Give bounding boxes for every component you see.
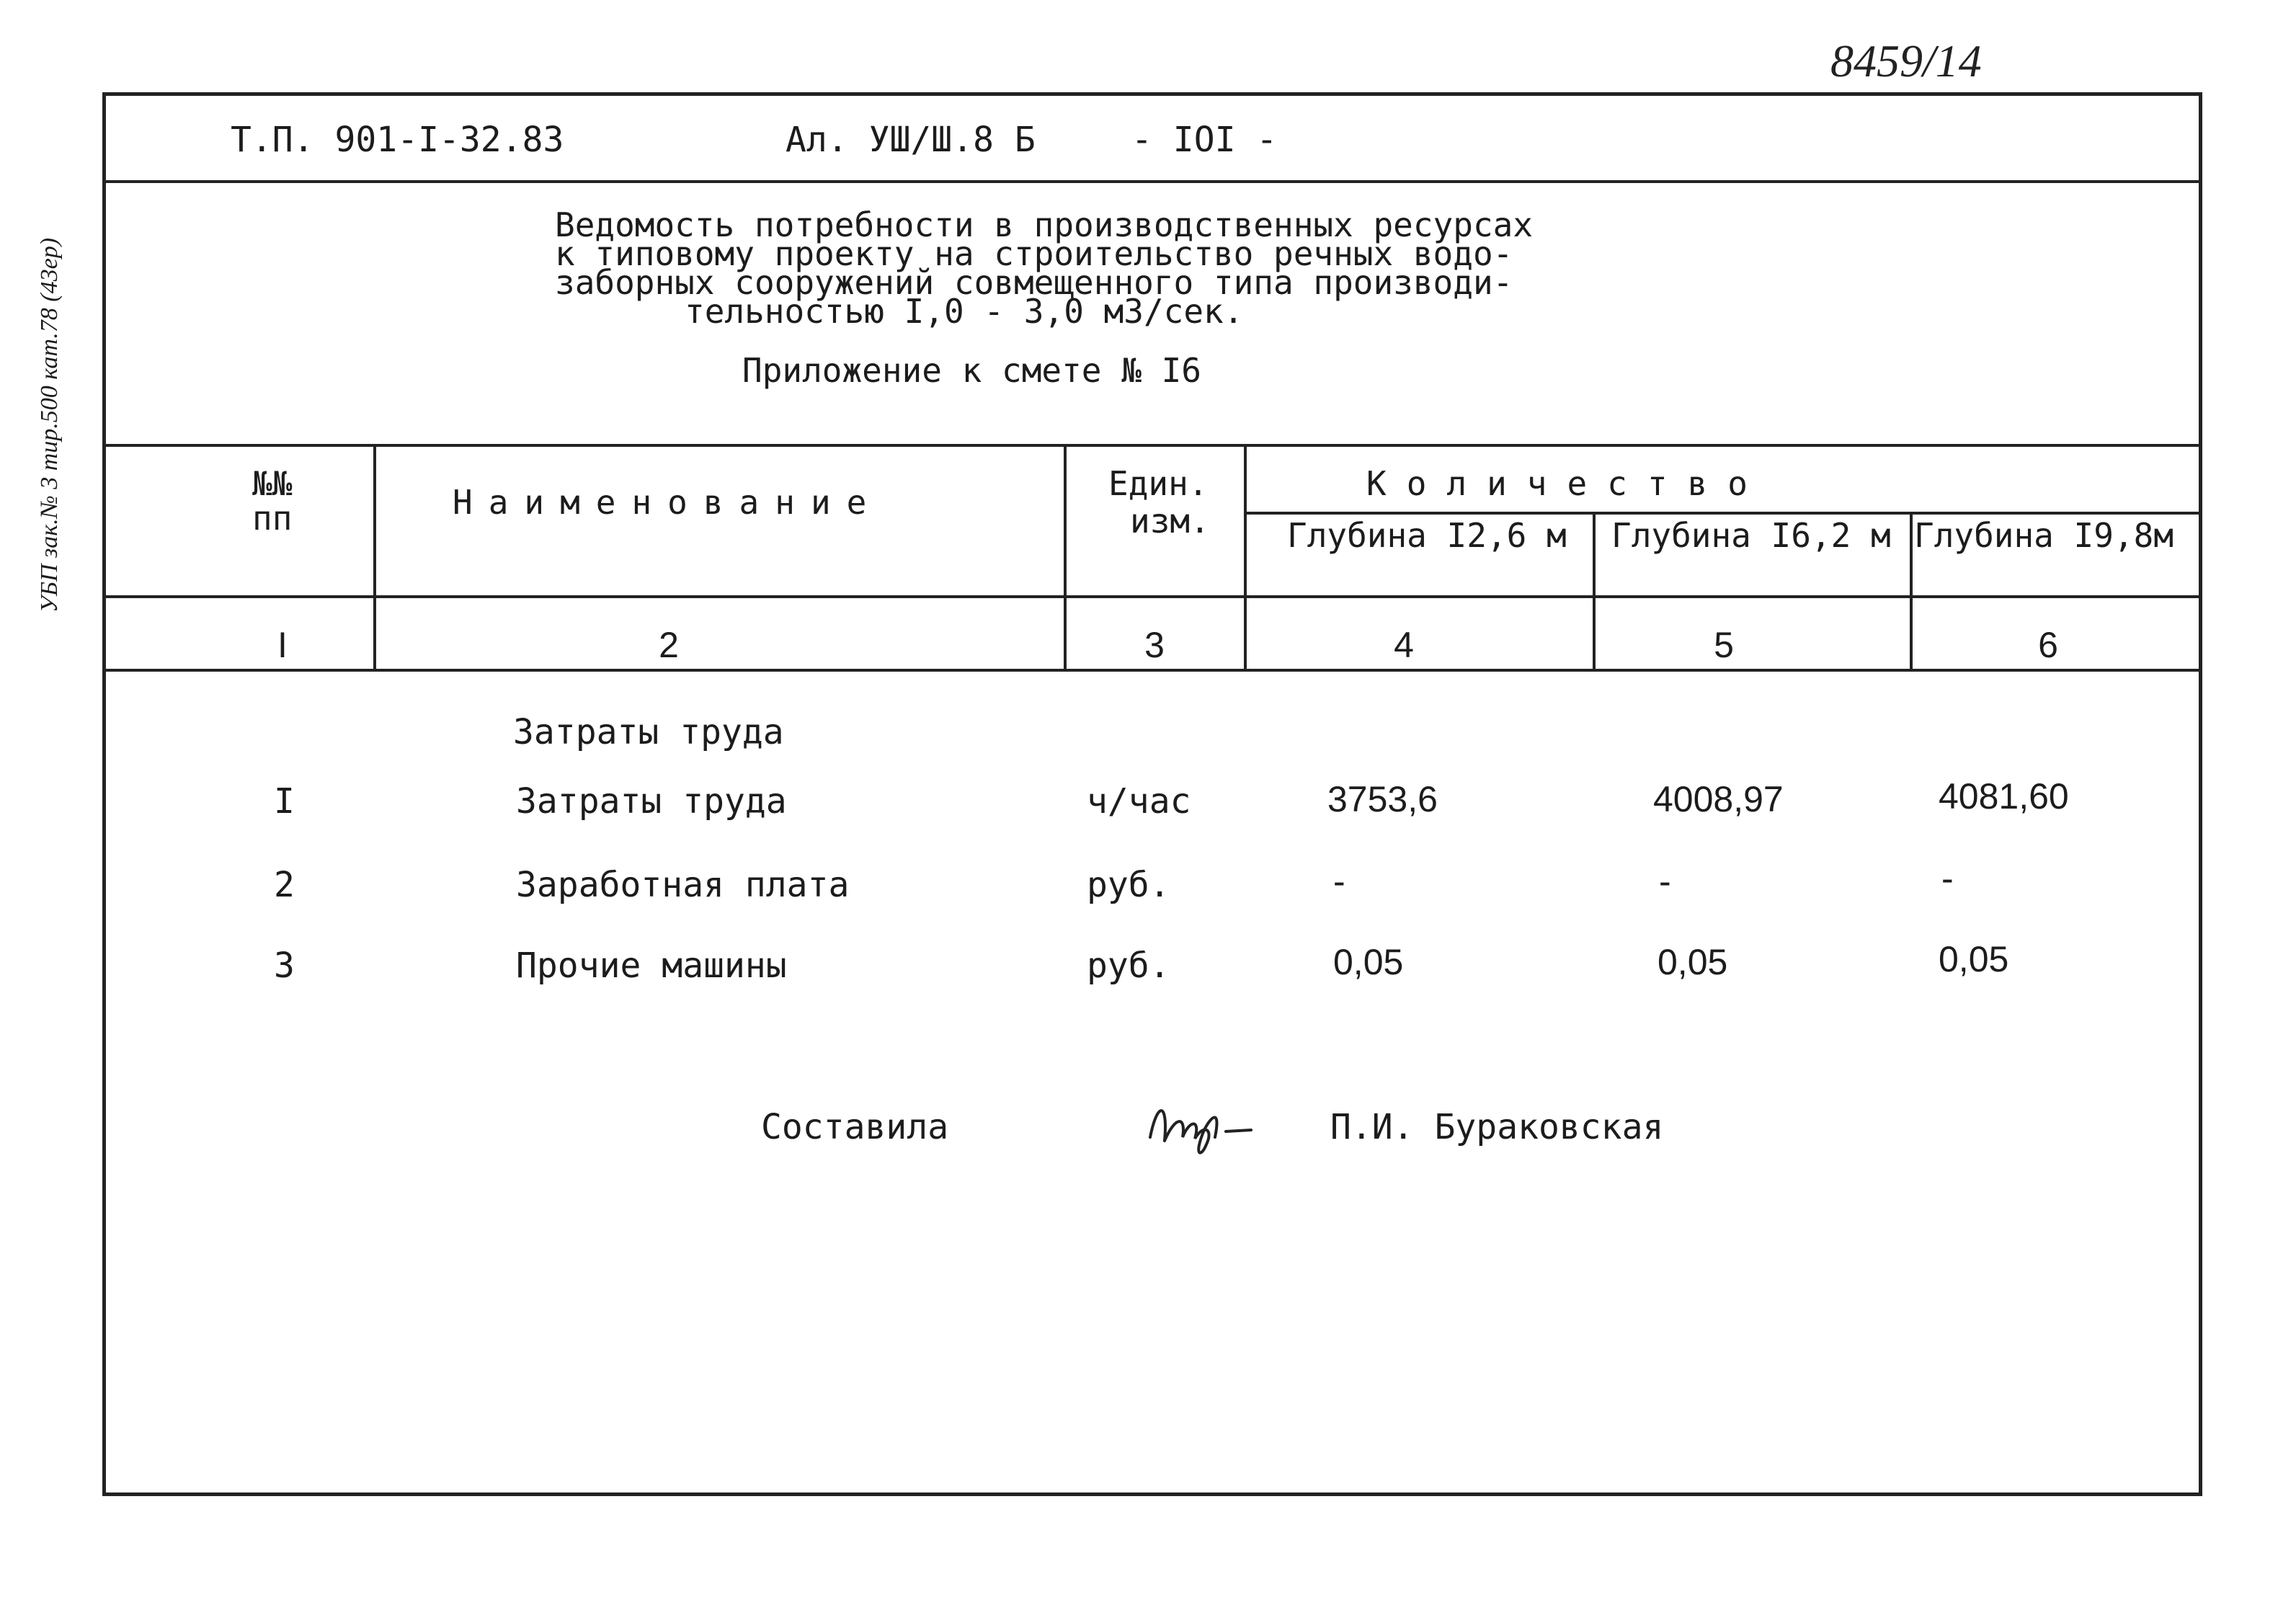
colnum-2: 2 [659, 625, 679, 665]
colnum-4: 4 [1394, 625, 1414, 665]
signature-name: П.И. Бураковская [1330, 1107, 1664, 1147]
colnum-3: 3 [1144, 625, 1165, 665]
corner-archive-number: 8459/14 [1830, 35, 1982, 86]
row-2-num: 2 [274, 865, 295, 905]
row-2-name: Заработная плата [516, 865, 850, 905]
row-1-depth-1: 3753,6 [1327, 779, 1438, 819]
title-line-1: Ведомость потребности в производственных ресурсах [555, 205, 1534, 244]
header-bottom-line [102, 595, 2202, 598]
row-2-unit: руб. [1087, 865, 1170, 905]
header-depth-3: Глубина I9,8м [1914, 516, 2174, 555]
title-line-3: заборных сооружений совмещенного типа производи- [555, 263, 1513, 302]
row-3-depth-2: 0,05 [1658, 942, 1728, 982]
colnum-bottom-line [102, 669, 2202, 672]
header-depth-1: Глубина I2,6 м [1287, 516, 1567, 555]
row-3-name: Прочие машины [516, 946, 787, 986]
side-stamp: УБП зак.№ 3 тир.500 кат.78 (43ер) [36, 237, 63, 613]
row-1-depth-3: 4081,60 [1939, 776, 2069, 817]
appendix-line: Приложение к смете № I6 [742, 351, 1201, 390]
colnum-6: 6 [2038, 625, 2058, 665]
header-quantity: Количество [1366, 464, 1768, 503]
header-name: Наименование [453, 483, 883, 522]
row-3-num: 3 [274, 946, 295, 986]
row-3-unit: руб. [1087, 946, 1170, 986]
header-unit-line2: изм. [1130, 502, 1210, 541]
signature-label: Составила [761, 1107, 949, 1147]
header-divider [102, 180, 2202, 183]
row-2-depth-1: - [1333, 861, 1345, 902]
col-divider-4 [1593, 512, 1596, 669]
col-divider-5 [1910, 512, 1913, 669]
col-divider-1 [373, 444, 376, 669]
row-1-num: I [274, 781, 295, 822]
row-2-depth-3: - [1941, 858, 1954, 899]
project-code: Т.П. 901-I-32.83 [231, 120, 564, 160]
row-2-depth-2: - [1659, 861, 1671, 902]
row-3-depth-3: 0,05 [1939, 939, 2009, 979]
row-1-depth-2: 4008,97 [1653, 779, 1784, 819]
row-3-depth-1: 0,05 [1333, 942, 1404, 982]
row-1-unit: ч/час [1087, 781, 1191, 822]
page-number: - IOI - [1131, 120, 1278, 160]
table-top-line [102, 444, 2202, 447]
section-heading: Затраты труда [513, 712, 784, 752]
header-depth-2: Глубина I6,2 м [1611, 516, 1891, 555]
colnum-1: I [277, 625, 288, 665]
quantity-subheader-line [1244, 512, 2202, 515]
header-unit-line1: Един. [1108, 464, 1209, 503]
header-num-line2: пп [252, 499, 293, 538]
title-line-4: тельностью I,0 - 3,0 м3/сек. [685, 292, 1244, 331]
col-divider-3 [1244, 444, 1247, 669]
title-line-2: к типовому проекту на строительство речных водо- [555, 234, 1513, 273]
album-code: Ал. УШ/Ш.8 Б [786, 120, 1036, 160]
colnum-5: 5 [1714, 625, 1734, 665]
col-divider-2 [1064, 444, 1067, 669]
handwritten-signature-icon [1143, 1087, 1258, 1166]
row-1-name: Затраты труда [516, 781, 787, 822]
header-num-line1: №№ [252, 464, 293, 503]
